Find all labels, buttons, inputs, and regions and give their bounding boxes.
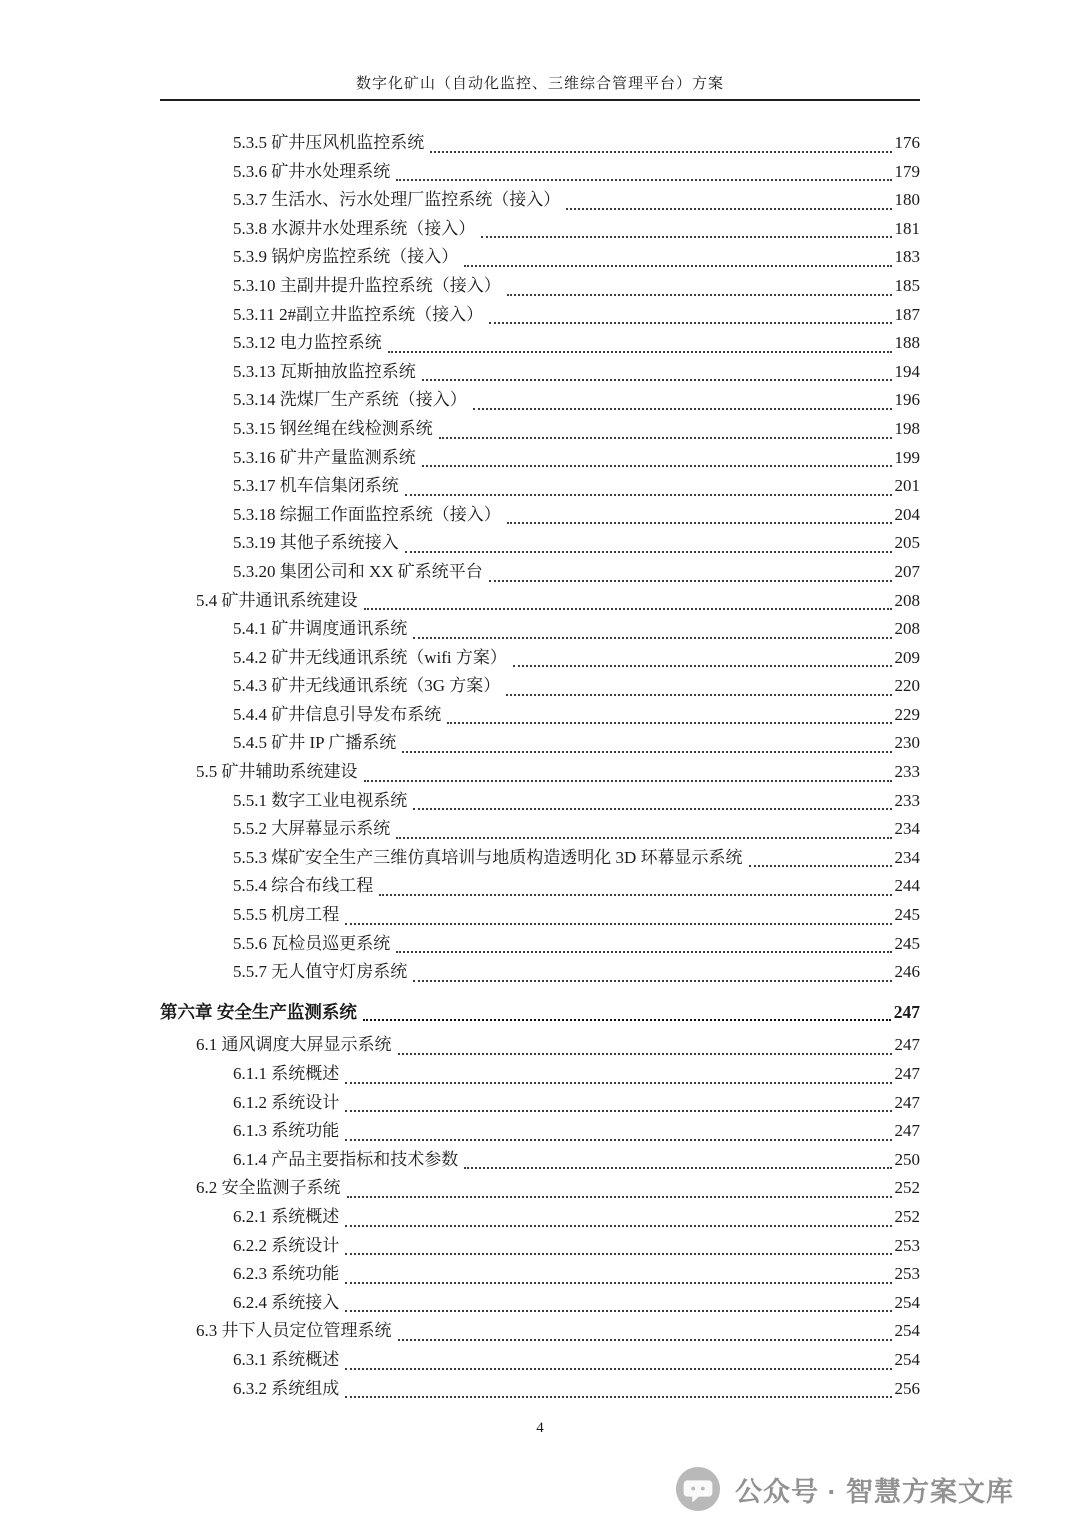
toc-entry-label: 5.5.2 大屏幕显示系统 — [233, 819, 391, 839]
toc-entry-label: 6.2.2 系统设计 — [233, 1235, 340, 1255]
watermark-text: 公众号 · 智慧方案文库 — [735, 1476, 1014, 1507]
toc-entry-page: 246 — [894, 962, 920, 982]
toc-entry-page: 194 — [894, 361, 920, 381]
toc-dot-leader — [345, 1253, 891, 1255]
toc-entry-label: 5.5.6 瓦检员巡更系统 — [233, 933, 391, 953]
toc-entry-page: 208 — [894, 590, 920, 610]
toc-entry-label: 6.2.3 系统功能 — [233, 1264, 340, 1284]
toc-entry[interactable] — [160, 930, 920, 959]
toc-entry[interactable] — [160, 529, 920, 558]
toc-entry-label: 6.1.4 产品主要指标和技术参数 — [233, 1149, 459, 1169]
wechat-official-account-icon — [675, 1466, 721, 1512]
toc-dot-leader — [430, 151, 891, 153]
toc-dot-leader — [345, 923, 891, 925]
toc-entry[interactable] — [160, 129, 920, 158]
toc-entry[interactable] — [160, 1117, 920, 1146]
toc-dot-leader — [388, 351, 892, 353]
toc-dot-leader — [345, 1368, 891, 1370]
toc-dot-leader — [447, 722, 891, 724]
toc-dot-leader — [506, 694, 891, 696]
toc-entry-page: 185 — [894, 275, 920, 295]
toc-dot-leader — [345, 1225, 891, 1227]
toc-entry-page: 244 — [894, 876, 920, 896]
toc-entry-page: 229 — [894, 704, 920, 724]
toc-dot-leader — [396, 837, 891, 839]
toc-dot-leader — [507, 522, 892, 524]
toc-entry-label: 6.1.2 系统设计 — [233, 1092, 340, 1112]
toc-entry-label: 5.3.5 矿井压风机监控系统 — [233, 133, 425, 152]
toc-entry-page: 180 — [894, 190, 920, 210]
toc-entry[interactable] — [160, 272, 920, 301]
toc-dot-leader — [398, 1053, 892, 1055]
toc-entry-label: 6.1.1 系统概述 — [233, 1064, 340, 1083]
toc-dot-leader — [345, 1282, 891, 1284]
toc-dot-leader — [364, 780, 892, 782]
toc-entry-label: 5.3.11 2#副立井监控系统（接入） — [233, 304, 484, 324]
toc-entry-page: 183 — [894, 247, 920, 267]
toc-entry-label: 5.3.13 瓦斯抽放监控系统 — [233, 361, 416, 381]
toc-entry-page: 253 — [894, 1235, 920, 1255]
header-divider — [160, 99, 920, 101]
toc-dot-leader — [489, 580, 892, 582]
toc-entry-page: 245 — [894, 905, 920, 925]
toc-entry-page: 199 — [894, 447, 920, 467]
toc-entry-label: 5.3.9 锅炉房监控系统（接入） — [233, 247, 459, 267]
toc-entry-page: 205 — [894, 533, 920, 553]
toc-entry[interactable] — [160, 358, 920, 387]
toc-dot-leader — [405, 551, 892, 553]
toc-entry-label: 6.3.1 系统概述 — [233, 1349, 340, 1369]
toc-entry[interactable] — [160, 158, 920, 187]
toc-dot-leader — [379, 894, 891, 896]
toc-entry-page: 198 — [894, 418, 920, 438]
toc-dot-leader — [413, 637, 891, 639]
toc-dot-leader — [749, 865, 892, 867]
toc-entry-page: 188 — [894, 333, 920, 353]
toc-dot-leader — [345, 1396, 891, 1398]
toc-entry-label: 5.3.19 其他子系统接入 — [233, 533, 399, 553]
toc-entry-label: 6.1.3 系统功能 — [233, 1121, 340, 1141]
toc-entry-page: 252 — [894, 1178, 920, 1198]
toc-entry-page: 181 — [894, 218, 920, 238]
toc-dot-leader — [345, 1139, 891, 1141]
toc-entry-page: 256 — [894, 1378, 920, 1398]
toc-entry[interactable] — [160, 186, 920, 215]
toc-entry-label: 5.3.12 电力监控系统 — [233, 333, 382, 353]
toc-entry-label: 5.4.5 矿井 IP 广播系统 — [233, 733, 397, 753]
toc-entry-label: 5.5.1 数字工业电视系统 — [233, 790, 408, 810]
toc-entry-label: 5.5.3 煤矿安全生产三维仿真培训与地质构造透明化 3D 环幕显示系统 — [233, 847, 743, 867]
toc-entry-page: 196 — [894, 390, 920, 410]
toc-entry-label: 5.4 矿井通讯系统建设 — [196, 590, 358, 610]
toc-entry[interactable] — [160, 1060, 920, 1089]
toc-entry-label: 5.4.4 矿井信息引导发布系统 — [233, 704, 442, 724]
document-header-title: 数字化矿山（自动化监控、三维综合管理平台）方案 — [355, 76, 724, 92]
toc-dot-leader — [396, 951, 891, 953]
page-footer — [160, 1420, 920, 1437]
toc-entry-label: 5.4.1 矿井调度通讯系统 — [233, 619, 408, 639]
toc-entry-label: 第六章 安全生产监测系统 — [160, 1001, 357, 1022]
toc-dot-leader — [364, 608, 892, 610]
toc-entry[interactable] — [160, 1174, 920, 1203]
toc-entry-label: 6.2.1 系统概述 — [233, 1206, 340, 1226]
toc-dot-leader — [413, 808, 891, 810]
toc-entry[interactable] — [160, 844, 920, 873]
toc-entry-label: 5.3.14 洗煤厂生产系统（接入） — [233, 390, 467, 410]
toc-entry[interactable] — [160, 1146, 920, 1175]
toc-entry-page: 247 — [894, 1064, 920, 1083]
toc-dot-leader — [513, 665, 892, 667]
toc-dot-leader — [345, 1310, 891, 1312]
toc-entry-page: 254 — [894, 1321, 920, 1341]
toc-entry-page: 254 — [894, 1349, 920, 1369]
toc-entry[interactable] — [160, 1232, 920, 1261]
toc-dot-leader — [405, 494, 892, 496]
table-of-contents — [160, 129, 920, 1403]
toc-dot-leader — [345, 1110, 891, 1112]
toc-entry-page: 247 — [894, 1035, 920, 1055]
toc-entry-label: 5.5 矿井辅助系统建设 — [196, 762, 358, 782]
toc-entry[interactable] — [160, 1346, 920, 1375]
toc-entry-page: 247 — [894, 1092, 920, 1112]
toc-entry[interactable] — [160, 1289, 920, 1318]
toc-entry-label: 5.3.7 生活水、污水处理厂监控系统（接入） — [233, 190, 561, 210]
toc-entry-label: 5.5.5 机房工程 — [233, 905, 340, 925]
toc-entry-page: 247 — [893, 1001, 920, 1022]
toc-entry[interactable] — [160, 472, 920, 501]
toc-entry-label: 5.3.8 水源井水处理系统（接入） — [233, 218, 476, 238]
toc-entry-page: 176 — [894, 133, 920, 152]
toc-dot-leader — [363, 1019, 891, 1021]
toc-dot-leader — [473, 408, 892, 410]
toc-entry[interactable] — [160, 301, 920, 330]
toc-entry[interactable] — [160, 1203, 920, 1232]
toc-entry[interactable] — [160, 1317, 920, 1346]
toc-entry-label: 5.4.3 矿井无线通讯系统（3G 方案） — [233, 676, 501, 696]
toc-entry-label: 5.3.10 主副井提升监控系统（接入） — [233, 275, 501, 295]
watermark — [675, 1466, 1014, 1512]
toc-dot-leader — [413, 980, 891, 982]
toc-entry-page: 220 — [894, 676, 920, 696]
toc-dot-leader — [398, 1339, 892, 1341]
toc-entry[interactable] — [160, 758, 920, 787]
toc-entry[interactable] — [160, 815, 920, 844]
toc-entry[interactable] — [160, 672, 920, 701]
toc-dot-leader — [481, 236, 891, 238]
toc-entry[interactable] — [160, 1260, 920, 1289]
toc-entry[interactable] — [160, 729, 920, 758]
toc-entry-label: 5.5.7 无人值守灯房系统 — [233, 962, 408, 982]
toc-entry-label: 5.3.6 矿井水处理系统 — [233, 161, 391, 181]
toc-dot-leader — [347, 1196, 892, 1198]
toc-entry-page: 234 — [894, 819, 920, 839]
toc-entry[interactable] — [160, 587, 920, 616]
toc-dot-leader — [402, 751, 891, 753]
toc-entry[interactable] — [160, 558, 920, 587]
toc-entry-page: 247 — [894, 1121, 920, 1141]
toc-entry[interactable] — [160, 415, 920, 444]
toc-dot-leader — [396, 179, 891, 181]
toc-entry[interactable] — [160, 901, 920, 930]
toc-entry[interactable] — [160, 1375, 920, 1404]
toc-entry-page: 234 — [894, 847, 920, 867]
toc-entry-page: 253 — [894, 1264, 920, 1284]
toc-entry-label: 5.3.15 钢丝绳在线检测系统 — [233, 418, 433, 438]
toc-dot-leader — [464, 265, 891, 267]
toc-entry-page: 187 — [894, 304, 920, 324]
toc-entry[interactable] — [160, 243, 920, 272]
toc-entry[interactable] — [160, 444, 920, 473]
toc-entry-page: 204 — [894, 504, 920, 524]
toc-entry-page: 233 — [894, 790, 920, 810]
toc-entry-label: 5.5.4 综合布线工程 — [233, 876, 374, 896]
toc-dot-leader — [489, 322, 891, 324]
toc-entry-page: 250 — [894, 1149, 920, 1169]
toc-entry-page: 252 — [894, 1206, 920, 1226]
toc-entry-label: 5.3.16 矿井产量监测系统 — [233, 447, 416, 467]
toc-dot-leader — [566, 208, 891, 210]
toc-entry-page: 179 — [894, 161, 920, 181]
toc-entry[interactable] — [160, 1089, 920, 1118]
toc-entry[interactable] — [160, 958, 920, 987]
toc-entry-page: 209 — [894, 647, 920, 667]
toc-entry-label: 6.1 通风调度大屏显示系统 — [196, 1035, 392, 1055]
toc-dot-leader — [507, 294, 892, 296]
toc-entry-page: 201 — [894, 476, 920, 496]
toc-dot-leader — [345, 1082, 891, 1084]
toc-entry[interactable] — [160, 215, 920, 244]
toc-dot-leader — [439, 437, 892, 439]
toc-entry[interactable] — [160, 998, 920, 1027]
page-header — [160, 72, 920, 101]
toc-entry[interactable] — [160, 872, 920, 901]
toc-entry-page: 230 — [894, 733, 920, 753]
toc-entry[interactable] — [160, 644, 920, 673]
toc-entry-label: 5.3.18 综掘工作面监控系统（接入） — [233, 504, 501, 524]
page-number: 4 — [536, 1420, 544, 1436]
toc-entry[interactable] — [160, 329, 920, 358]
toc-entry-label: 5.4.2 矿井无线通讯系统（wifi 方案） — [233, 647, 507, 667]
toc-entry-page: 207 — [894, 561, 920, 581]
toc-dot-leader — [464, 1167, 891, 1169]
toc-entry[interactable] — [160, 501, 920, 530]
toc-entry-page: 254 — [894, 1292, 920, 1312]
toc-entry-label: 5.3.17 机车信集闭系统 — [233, 476, 399, 496]
toc-entry[interactable] — [160, 386, 920, 415]
toc-entry[interactable] — [160, 701, 920, 730]
toc-entry-page: 208 — [894, 619, 920, 639]
toc-entry[interactable] — [160, 615, 920, 644]
toc-entry-page: 233 — [894, 762, 920, 782]
toc-entry[interactable] — [160, 787, 920, 816]
toc-entry-page: 245 — [894, 933, 920, 953]
toc-entry-label: 6.2.4 系统接入 — [233, 1292, 340, 1312]
toc-dot-leader — [422, 465, 892, 467]
toc-entry[interactable] — [160, 1031, 920, 1060]
toc-entry-label: 6.2 安全监测子系统 — [196, 1178, 341, 1198]
toc-entry-label: 6.3 井下人员定位管理系统 — [196, 1321, 392, 1341]
toc-dot-leader — [422, 379, 892, 381]
toc-entry-label: 6.3.2 系统组成 — [233, 1378, 340, 1398]
toc-entry-label: 5.3.20 集团公司和 XX 矿系统平台 — [233, 561, 483, 581]
